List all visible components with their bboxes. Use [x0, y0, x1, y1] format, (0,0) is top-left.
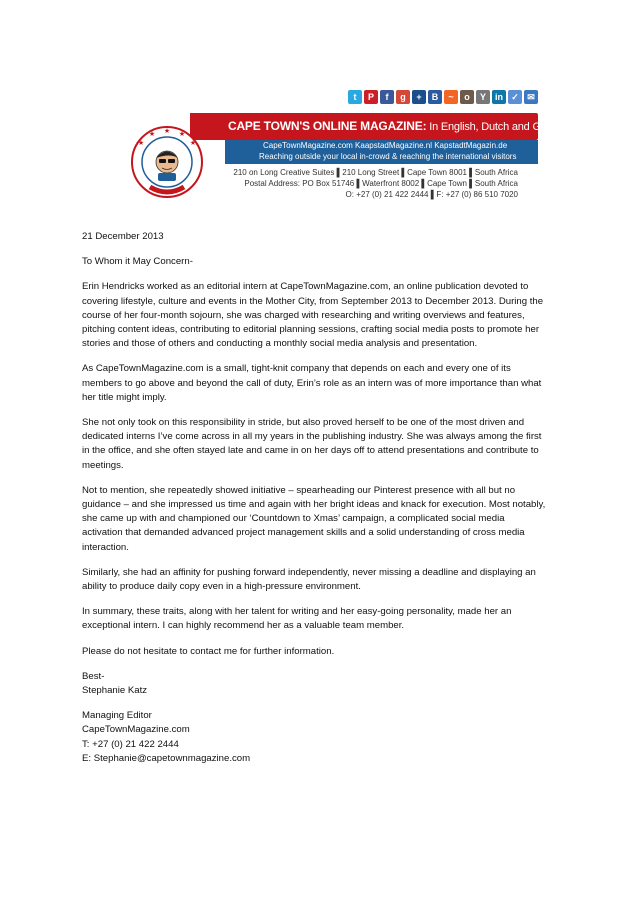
signer-phone: T: +27 (0) 21 422 2444	[82, 738, 179, 750]
youtube-icon[interactable]: Y	[476, 90, 490, 104]
magazine-seal-icon	[130, 125, 204, 199]
title-banner	[190, 113, 571, 140]
paragraph-3: She not only took on this responsibility in stride, but also proved herself to be one of the most driven and dedicated interns I’ve come across in all my years in the publishing industry. She was always among the first in the office, and she often stayed late and came in on her days off to attend presentations and contribute to meetings.	[82, 417, 542, 471]
svg-text:★: ★	[189, 139, 197, 147]
linkedin-icon[interactable]: in	[492, 90, 506, 104]
rss-icon[interactable]: ~	[444, 90, 458, 104]
plus-icon[interactable]: +	[412, 90, 426, 104]
svg-text:★: ★	[148, 130, 156, 138]
postal-address: Postal Address: PO Box 51746 ▌Waterfront 8002 ▌Cape Town ▌South Africa	[244, 179, 518, 188]
phone-fax: O: +27 (0) 21 422 2444 ▌F: +27 (0) 86 510 7020	[345, 190, 518, 199]
magazine-title: CAPE TOWN'S ONLINE MAGAZINE: In English, Dutch and German	[228, 119, 571, 133]
twitter-icon[interactable]: t	[348, 90, 362, 104]
signer-company: CapeTownMagazine.com	[82, 724, 190, 736]
salutation: To Whom it May Concern-	[82, 256, 193, 268]
google-plus-icon[interactable]: g	[396, 90, 410, 104]
svg-text:★: ★	[137, 139, 145, 147]
signer-title: Managing Editor	[82, 710, 152, 722]
paragraph-6: In summary, these traits, along with her talent for writing and her easy-going personality, made her an exceptional intern. I can highly recommend her as a valuable team member.	[82, 606, 512, 632]
instagram-icon[interactable]: o	[460, 90, 474, 104]
social-icons	[348, 90, 538, 104]
checkmark-icon[interactable]: ✓	[508, 90, 522, 104]
signer-name: Stephanie Katz	[82, 685, 148, 697]
email-icon[interactable]: ✉	[524, 90, 538, 104]
paragraph-5: Similarly, she had an affinity for pushing forward independently, never missing a deadline and displaying an ability to produce daily copy even in a high-pressure environment.	[82, 566, 536, 593]
pinterest-icon[interactable]: P	[364, 90, 378, 104]
svg-text:★: ★	[163, 127, 171, 135]
letterhead	[95, 85, 571, 203]
tagline: Reaching outside your local in-crowd & reaching the international visitors	[259, 152, 517, 161]
svg-text:★: ★	[178, 130, 186, 138]
signer-email: E: Stephanie@capetownmagazine.com	[82, 752, 251, 764]
paragraph-7: Please do not hesitate to contact me for further information.	[82, 645, 335, 657]
letter-body	[82, 230, 547, 766]
sites-bar	[225, 140, 538, 164]
paragraph-1: Erin Hendricks worked as an editorial intern at CapeTownMagazine.com, an online publication devoted to covering lifestyle, culture and events in the Mother City, from September 2013 to December 2013. During the course of her four-month sojourn, she was charged with researching and writing overviews and features, pitching content ideas, contributing to editorial planning sessions, crafting social media posts to promote her stories and those of others and conducting a monthly social media analysis and presentation.	[82, 281, 544, 350]
site-list: CapeTownMagazine.com KaapstadMagazine.nl KapstadtMagazin.de	[263, 141, 508, 150]
blog-icon[interactable]: B	[428, 90, 442, 104]
letter-date: 21 December 2013	[82, 231, 164, 242]
paragraph-2: As CapeTownMagazine.com is a small, tight-knit company that depends on each and every one of its members to go above and beyond the call of duty, Erin’s role as an intern was of more importance than what her title might imply.	[82, 363, 542, 403]
facebook-icon[interactable]: f	[380, 90, 394, 104]
paragraph-4: Not to mention, she repeatedly showed initiative – spearheading our Pinterest presence with all but no guidance – and she impressed us time and again with her bright ideas and knack for execution. Most notably, she came up with and championed our ‘Countdown to Xmas’ campaign, a complicated social media activation that demanded advanced project management skills and a solid understanding of cross media interaction.	[82, 484, 546, 553]
closing: Best-	[82, 670, 105, 682]
street-address: 210 on Long Creative Suites ▌210 Long Street ▌Cape Town 8001 ▌South Africa	[233, 168, 518, 177]
